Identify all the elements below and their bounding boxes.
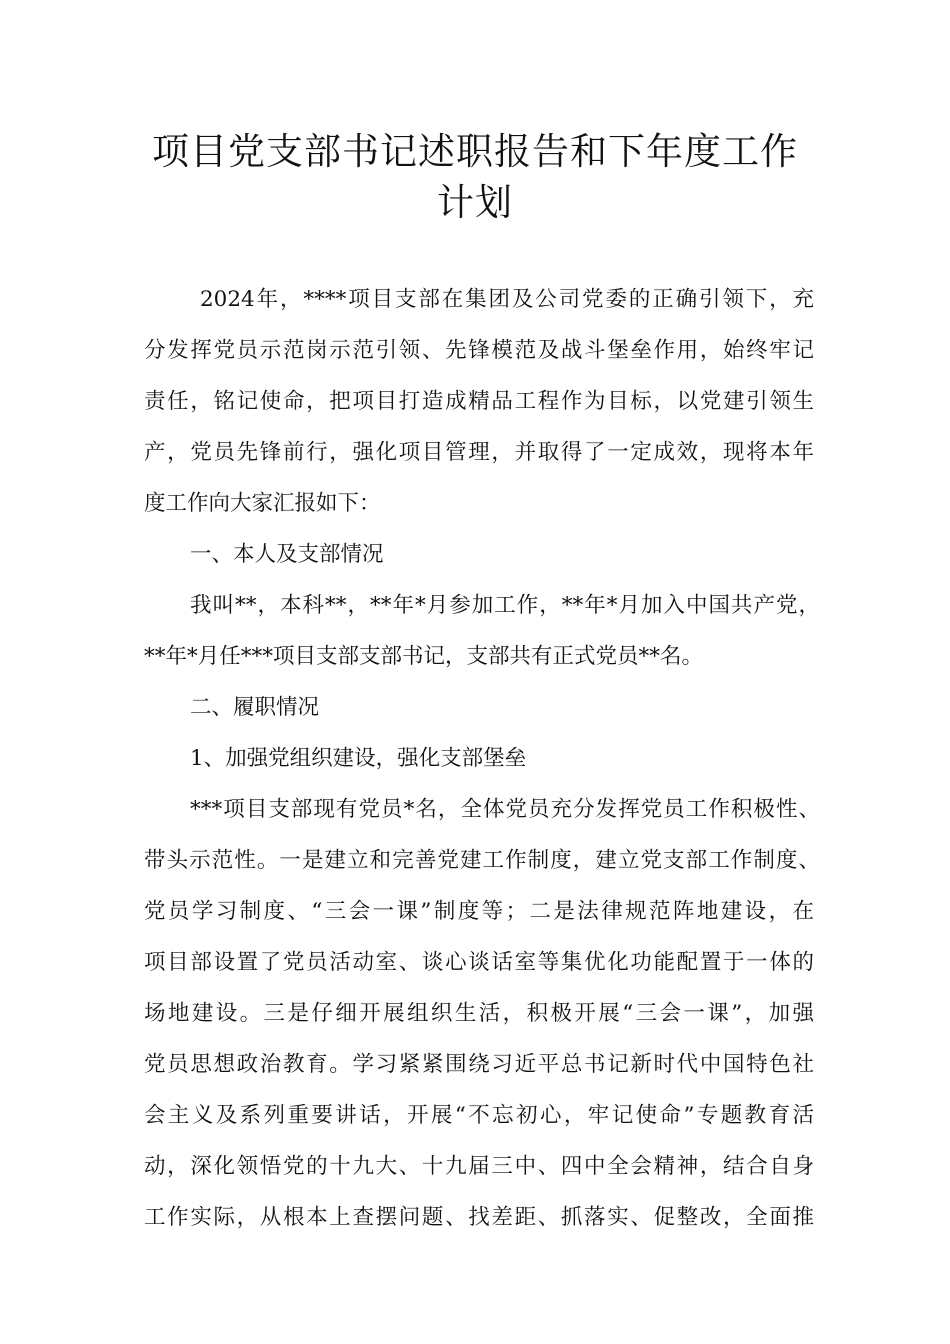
- paragraph-line: 动，深化领悟党的十九大、十九届三中、四中全会精神，结合自身: [144, 1154, 814, 1179]
- document-title-line-1: 项目党支部书记述职报告和下年度工作: [152, 130, 798, 173]
- paragraph-line: 会主义及系列重要讲话，开展“不忘初心，牢记使命”专题教育活: [144, 1103, 814, 1128]
- paragraph-line: 责任，铭记使命，把项目打造成精品工程作为目标，以党建引领生: [144, 389, 814, 414]
- paragraph-line: 分发挥党员示范岗示范引领、先锋模范及战斗堡垒作用，始终牢记: [144, 338, 814, 363]
- paragraph-line: 工作实际，从根本上查摆问题、找差距、抓落实、促整改，全面推: [144, 1205, 814, 1230]
- paragraph-line: 产，党员先锋前行，强化项目管理，并取得了一定成效，现将本年: [144, 440, 814, 465]
- paragraph-line: 我叫**，本科**，**年*月参加工作，**年*月加入中国共产党，: [190, 593, 820, 618]
- document-title-line-2: 计划: [437, 181, 513, 224]
- section-heading: 二、履职情况: [190, 695, 320, 720]
- paragraph-line: 度工作向大家汇报如下：: [144, 491, 381, 516]
- paragraph-line: ***项目支部现有党员*名，全体党员充分发挥党员工作积极性、: [190, 797, 820, 822]
- paragraph-line: **年*月任***项目支部支部书记，支部共有正式党员**名。: [144, 644, 704, 669]
- paragraph-line: 带头示范性。一是建立和完善党建工作制度，建立党支部工作制度、: [144, 848, 820, 873]
- subsection-heading: 1、加强党组织建设，强化支部堡垒: [190, 746, 527, 771]
- paragraph-line: 项目部设置了党员活动室、谈心谈话室等集优化功能配置于一体的: [144, 950, 814, 975]
- paragraph-line: 2024年，****项目支部在集团及公司党委的正确引领下，充: [200, 287, 814, 312]
- paragraph-line: 场地建设。三是仔细开展组织生活，积极开展“三会一课”，加强: [144, 1001, 814, 1026]
- paragraph-line: 党员思想政治教育。学习紧紧围绕习近平总书记新时代中国特色社: [144, 1052, 814, 1077]
- paragraph-line: 党员学习制度、“三会一课”制度等；二是法律规范阵地建设，在: [144, 899, 814, 924]
- section-heading: 一、本人及支部情况: [190, 542, 384, 567]
